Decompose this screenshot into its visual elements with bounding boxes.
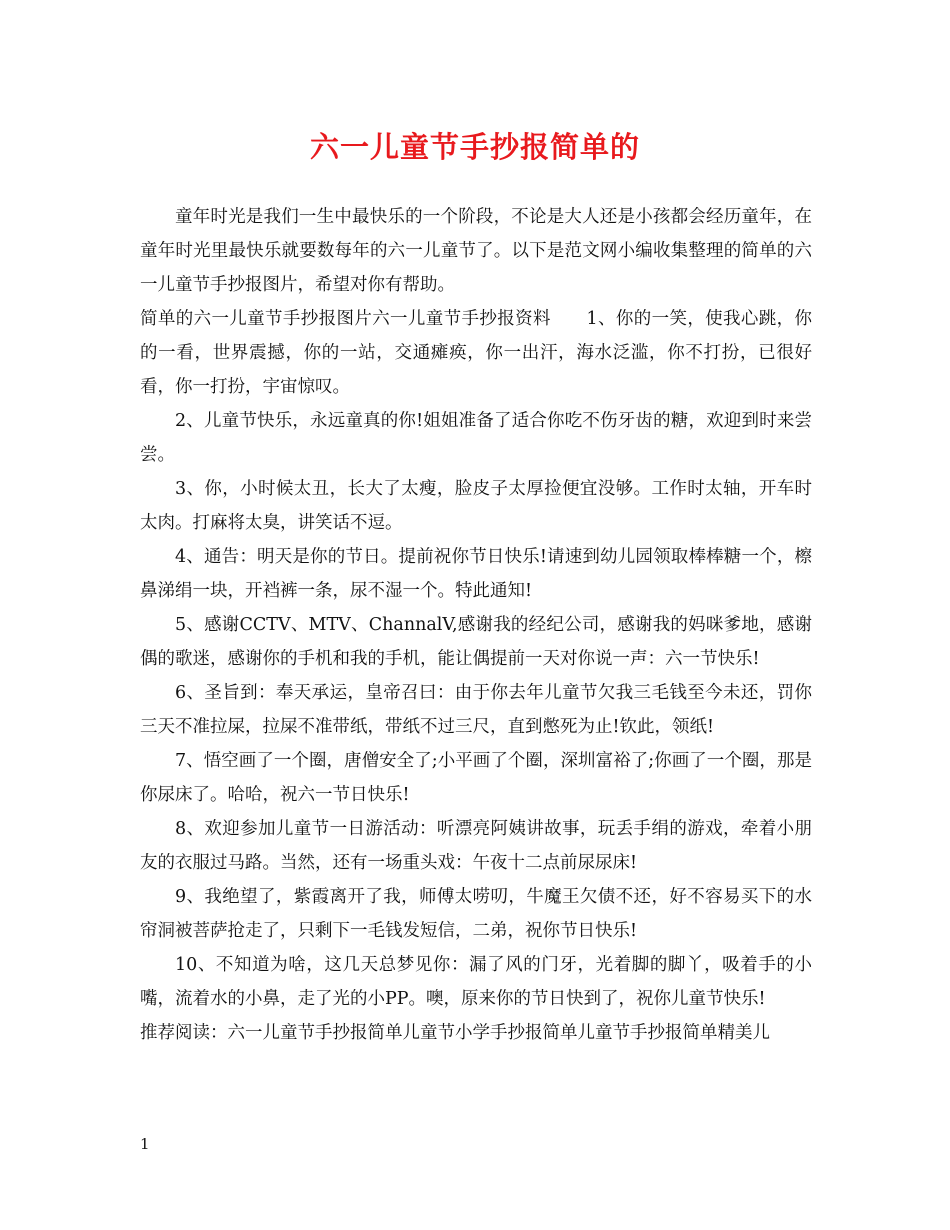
paragraph-item-4: 4、通告：明天是你的节日。提前祝你节日快乐!请速到幼儿园领取棒棒糖一个，檫鼻涕绢一块，开裆裤一条，尿不湿一个。特此通知! [140, 547, 812, 601]
document-body [140, 200, 812, 1050]
paragraph-item-9: 9、我绝望了，紫霞离开了我，师傅太唠叨，牛魔王欠债不还，好不容易买下的水帘洞被菩萨抢走了，只剩下一毛钱发短信，二弟，祝你节日快乐! [140, 887, 812, 941]
paragraph-item-10: 10、不知道为啥，这几天总梦见你：漏了风的门牙，光着脚的脚丫，吸着手的小嘴，流着水的小鼻，走了光的小PP。噢，原来你的节日快到了，祝你儿童节快乐! [140, 955, 812, 1009]
paragraph-item-6: 6、圣旨到：奉天承运，皇帝召曰：由于你去年儿童节欠我三毛钱至今未还，罚你三天不准拉屎，拉屎不准带纸，带纸不过三尺，直到憋死为止!钦此，领纸! [140, 683, 812, 737]
paragraph-intro: 童年时光是我们一生中最快乐的一个阶段，不论是大人还是小孩都会经历童年，在童年时光里最快乐就要数每年的六一儿童节了。以下是范文网小编收集整理的简单的六一儿童节手抄报图片，希望对你有帮助。 [140, 207, 812, 295]
paragraph-recommended-reading: 推荐阅读：六一儿童节手抄报简单儿童节小学手抄报简单儿童节手抄报简单精美儿 [140, 1023, 770, 1043]
paragraph-item-8: 8、欢迎参加儿童节一日游活动：听漂亮阿姨讲故事，玩丢手绢的游戏，牵着小朋友的衣服过马路。当然，还有一场重头戏：午夜十二点前尿尿床! [140, 819, 812, 873]
paragraph-item-1: 简单的六一儿童节手抄报图片六一儿童节手抄报资料 1、你的一笑，使我心跳，你的一看，世界震撼，你的一站，交通瘫痪，你一出汗，海水泛滥，你不打扮，已很好看，你一打扮，宇宙惊叹。 [140, 309, 812, 397]
paragraph-item-3: 3、你，小时候太丑，长大了太瘦，脸皮子太厚捡便宜没够。工作时太轴，开车时太肉。打麻将太臭，讲笑话不逗。 [140, 479, 812, 533]
document-title: 六一儿童节手抄报简单的 [309, 130, 640, 164]
page-number: 1 [140, 1135, 150, 1153]
paragraph-item-5: 5、感谢CCTV、MTV、ChannalV,感谢我的经纪公司，感谢我的妈咪爹地，感谢偶的歌迷，感谢你的手机和我的手机，能让偶提前一天对你说一声：六一节快乐! [140, 615, 812, 669]
paragraph-item-7: 7、悟空画了一个圈，唐僧安全了;小平画了个圈，深圳富裕了;你画了一个圈，那是你尿床了。哈哈，祝六一节日快乐! [140, 751, 812, 805]
paragraph-item-2: 2、儿童节快乐，永远童真的你!姐姐准备了适合你吃不伤牙齿的糖，欢迎到时来尝尝。 [140, 411, 812, 465]
